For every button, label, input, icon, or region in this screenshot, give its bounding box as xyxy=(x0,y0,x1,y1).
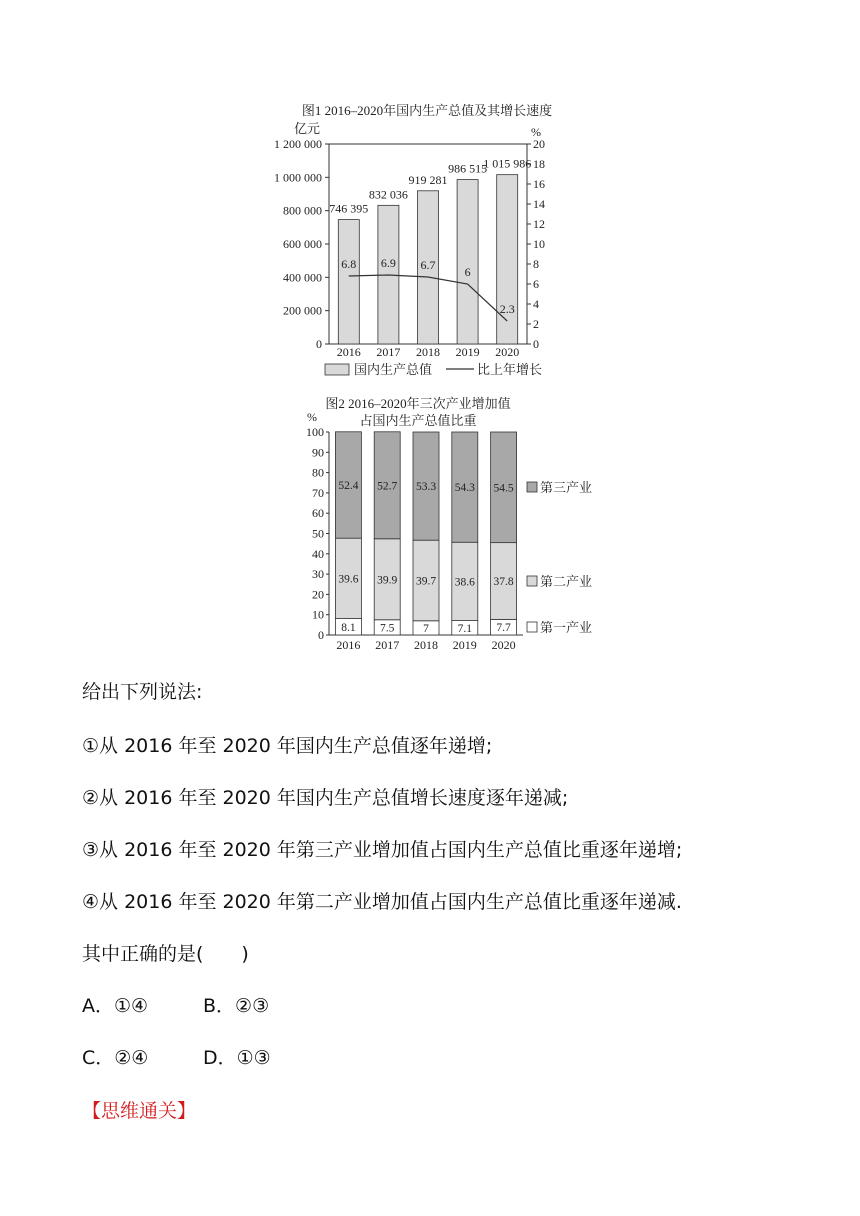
y2-tick-label: 10 xyxy=(533,237,545,251)
y-tick-label: 800 000 xyxy=(283,203,322,218)
y-tick-label: 400 000 xyxy=(283,270,322,285)
y-tick-label: 1 000 000 xyxy=(274,170,322,185)
share-segment-label: 53.3 xyxy=(415,481,437,494)
gdp-bar-label: 1 015 986 xyxy=(483,156,532,171)
share-segment-label: 7.1 xyxy=(457,622,472,635)
y2-tick-label: 4 xyxy=(533,297,539,311)
gdp-bar-label: 919 281 xyxy=(408,172,448,187)
gdp-bar-label: 832 036 xyxy=(368,187,408,202)
share-x-tick-label: 2016 xyxy=(336,638,361,652)
share-y-tick-label: 70 xyxy=(312,485,324,500)
share-y-tick-label: 90 xyxy=(312,445,324,460)
share-segment-label: 54.3 xyxy=(454,482,475,495)
x-tick-label: 2020 xyxy=(495,345,520,359)
share-segment-label: 7.7 xyxy=(496,622,511,635)
option-d[interactable]: D．①③ xyxy=(203,1047,271,1069)
share-y-tick-label: 80 xyxy=(312,465,324,480)
legend-label-gdp: 国内生产总值 xyxy=(354,362,433,377)
share-chart-subtitle: 占国内生产总值比重 xyxy=(359,413,477,428)
gdp-bar-label: 986 515 xyxy=(448,161,488,176)
share-y-tick-label: 100 xyxy=(306,425,324,439)
gdp-chart xyxy=(274,103,552,377)
statement-4: ④从 2016 年至 2020 年第二产业增加值占国内生产总值比重逐年递减. xyxy=(82,891,682,913)
gdp-bar xyxy=(338,220,359,344)
share-x-tick-label: 2020 xyxy=(491,638,516,652)
share-y-tick-label: 0 xyxy=(318,628,324,642)
y2-tick-label: 6 xyxy=(533,277,539,291)
share-y-tick-label: 50 xyxy=(312,526,324,541)
gdp-chart-y2label: % xyxy=(531,125,541,139)
y2-tick-label: 14 xyxy=(533,197,545,211)
statement-3: ③从 2016 年至 2020 年第三产业增加值占国内生产总值比重逐年递增; xyxy=(82,839,683,861)
gdp-bar xyxy=(457,180,478,344)
industry-share-chart xyxy=(306,396,592,652)
statement-1: ①从 2016 年至 2020 年国内生产总值逐年递增; xyxy=(82,735,493,757)
share-segment-label: 8.1 xyxy=(341,621,356,634)
y2-tick-label: 8 xyxy=(533,257,539,271)
share-legend-swatch xyxy=(527,576,537,586)
y2-tick-label: 2 xyxy=(533,317,539,331)
option-a[interactable]: A．①④ xyxy=(82,995,149,1017)
share-y-tick-label: 30 xyxy=(312,567,324,582)
share-segment-label: 38.6 xyxy=(454,576,475,589)
growth-point-label: 6.7 xyxy=(420,258,436,272)
y-tick-label: 1 200 000 xyxy=(274,137,322,151)
question-prompt: 其中正确的是( ) xyxy=(82,943,249,965)
share-legend-swatch xyxy=(527,482,537,492)
y2-tick-label: 18 xyxy=(533,157,545,171)
growth-point-label: 6.8 xyxy=(341,257,357,271)
share-segment-label: 37.8 xyxy=(493,576,514,589)
share-chart-ylabel: % xyxy=(307,410,317,424)
legend-label-growth: 比上年增长 xyxy=(477,362,543,377)
x-tick-label: 2017 xyxy=(376,345,401,359)
option-c[interactable]: C．②④ xyxy=(82,1047,149,1069)
share-x-tick-label: 2019 xyxy=(452,638,477,652)
share-segment-label: 52.4 xyxy=(338,479,359,492)
x-tick-label: 2019 xyxy=(455,345,480,359)
y-tick-label: 200 000 xyxy=(283,303,322,318)
statement-2: ②从 2016 年至 2020 年国内生产总值增长速度逐年递减; xyxy=(82,787,569,809)
gdp-bar xyxy=(497,175,518,344)
share-segment-label: 39.7 xyxy=(415,575,437,588)
y2-tick-label: 20 xyxy=(533,137,545,151)
question-intro: 给出下列说法: xyxy=(82,681,203,703)
section-label: 【思维通关】 xyxy=(82,1100,197,1122)
option-b[interactable]: B．②③ xyxy=(203,995,270,1017)
x-tick-label: 2018 xyxy=(416,345,440,359)
x-tick-label: 2016 xyxy=(336,345,361,359)
y-tick-label: 0 xyxy=(316,337,322,351)
share-y-tick-label: 20 xyxy=(312,587,324,602)
share-segment-label: 7 xyxy=(423,622,429,635)
gdp-bar-label: 746 395 xyxy=(329,201,369,216)
gdp-chart-title: 图1 2016–2020年国内生产总值及其增长速度 xyxy=(301,103,553,118)
growth-point-label: 6 xyxy=(464,265,471,279)
share-legend-label: 第一产业 xyxy=(540,620,593,635)
legend-swatch-gdp xyxy=(325,364,349,375)
share-y-tick-label: 10 xyxy=(312,607,324,622)
share-chart-title: 图2 2016–2020年三次产业增加值 xyxy=(325,396,511,411)
share-segment-label: 7.5 xyxy=(380,622,395,635)
share-legend-swatch xyxy=(527,622,537,632)
share-segment-label: 39.6 xyxy=(338,573,359,586)
share-segment-label: 52.7 xyxy=(377,480,398,493)
y2-tick-label: 0 xyxy=(533,337,539,351)
share-segment-label: 54.5 xyxy=(493,482,514,495)
share-legend-label: 第三产业 xyxy=(540,480,593,495)
y-tick-label: 600 000 xyxy=(283,237,322,251)
share-x-tick-label: 2018 xyxy=(414,638,438,652)
share-legend-label: 第二产业 xyxy=(540,574,593,589)
y2-tick-label: 16 xyxy=(533,177,545,191)
growth-point-label: 2.3 xyxy=(499,302,515,316)
gdp-chart-ylabel: 亿元 xyxy=(294,121,321,136)
share-y-tick-label: 60 xyxy=(312,506,324,521)
y2-tick-label: 12 xyxy=(533,217,545,231)
growth-point-label: 6.9 xyxy=(380,256,396,270)
share-y-tick-label: 40 xyxy=(312,546,324,561)
share-segment-label: 39.9 xyxy=(377,574,398,587)
gdp-legend xyxy=(325,362,542,377)
share-x-tick-label: 2017 xyxy=(375,638,400,652)
